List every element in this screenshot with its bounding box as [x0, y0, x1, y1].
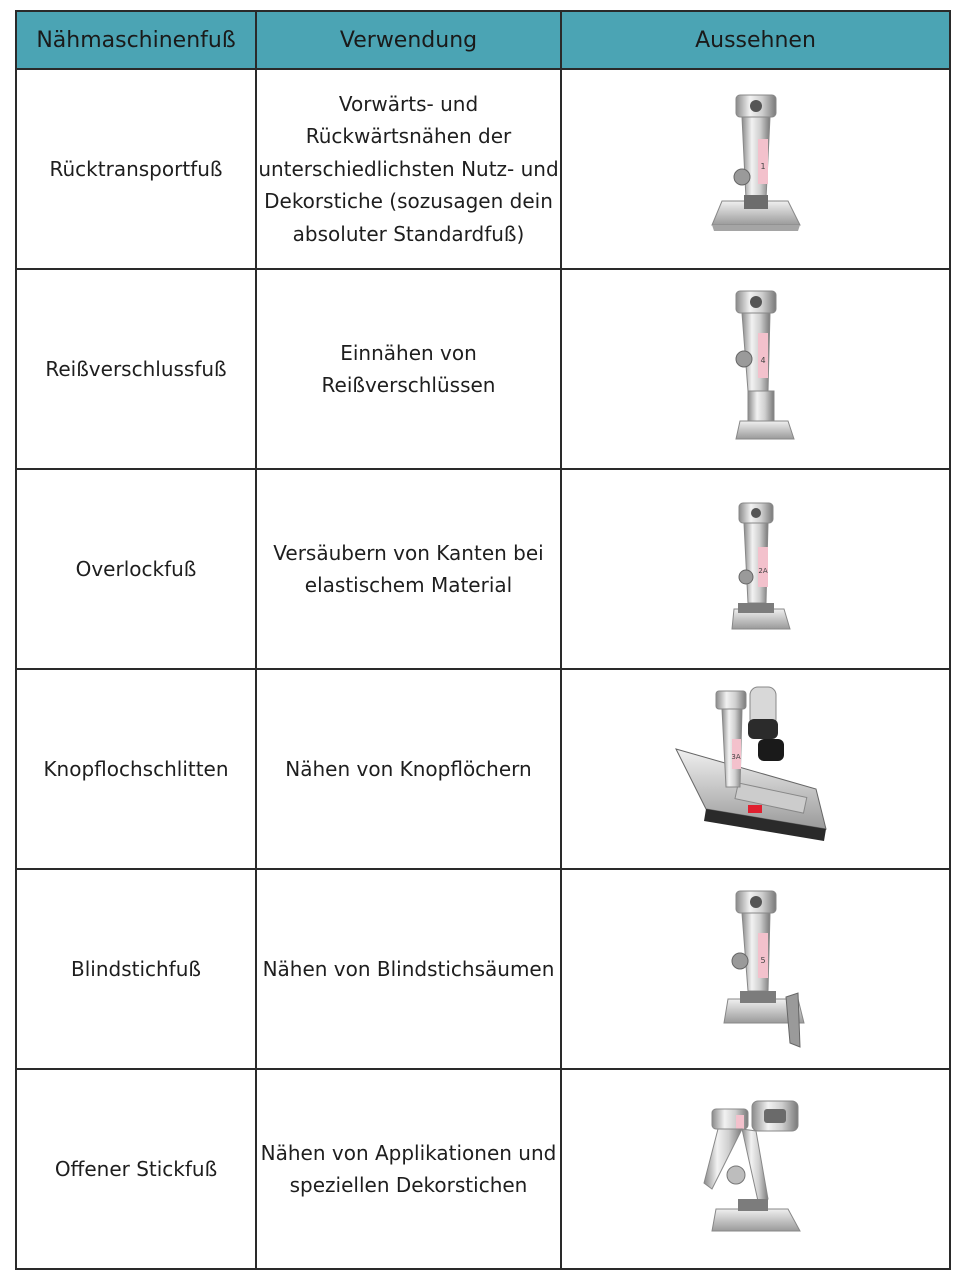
table-row [16, 1069, 950, 1269]
blindstitch-foot-image [676, 879, 836, 1059]
foot-number-label: 4 [759, 356, 766, 365]
foot-usage: Nähen von Blindstichsäumen [256, 869, 561, 1069]
foot-name: Offener Stickfuß [16, 1069, 256, 1269]
foot-usage: Einnähen von Reißverschlüssen [256, 269, 561, 469]
foot-image-cell [561, 669, 950, 869]
foot-name: Reißverschlussfuß [16, 269, 256, 469]
table-row [16, 869, 950, 1069]
foot-image-cell [561, 69, 950, 269]
foot-name: Rücktransportfuß [16, 69, 256, 269]
table-row [16, 669, 950, 869]
foot-number-label: 5 [759, 956, 766, 965]
foot-usage: Versäubern von Kanten bei elastischem Material [256, 469, 561, 669]
foot-usage: Vorwärts- und Rückwärtsnähen der unterschiedlichsten Nutz- und Dekorstiche (sozusagen dein absoluter Standardfuß) [256, 69, 561, 269]
presser-foot-table [15, 10, 951, 1270]
header-usage: Verwendung [256, 11, 561, 69]
header-presser-foot: Nähmaschinenfuß [16, 11, 256, 69]
foot-number-label: 1 [759, 162, 766, 171]
foot-number-label: 2A [757, 567, 768, 575]
foot-image-cell [561, 1069, 950, 1269]
foot-name: Blindstichfuß [16, 869, 256, 1069]
overlock-foot-image [676, 479, 836, 659]
foot-usage: Nähen von Knopflöchern [256, 669, 561, 869]
foot-image-cell [561, 469, 950, 669]
foot-image-cell [561, 269, 950, 469]
foot-name: Overlockfuß [16, 469, 256, 669]
table-row [16, 69, 950, 269]
reverse-pattern-foot-image [676, 79, 836, 259]
header-row [16, 11, 950, 69]
header-appearance: Aussehnen [561, 11, 950, 69]
zipper-foot-image [676, 279, 836, 459]
buttonhole-slide-image [666, 679, 846, 859]
foot-image-cell [561, 869, 950, 1069]
table-row [16, 269, 950, 469]
foot-usage: Nähen von Applikationen und speziellen Dekorstichen [256, 1069, 561, 1269]
table-row [16, 469, 950, 669]
open-embroidery-foot-image [676, 1079, 836, 1259]
foot-number-label: 3A [730, 753, 741, 761]
foot-name: Knopflochschlitten [16, 669, 256, 869]
